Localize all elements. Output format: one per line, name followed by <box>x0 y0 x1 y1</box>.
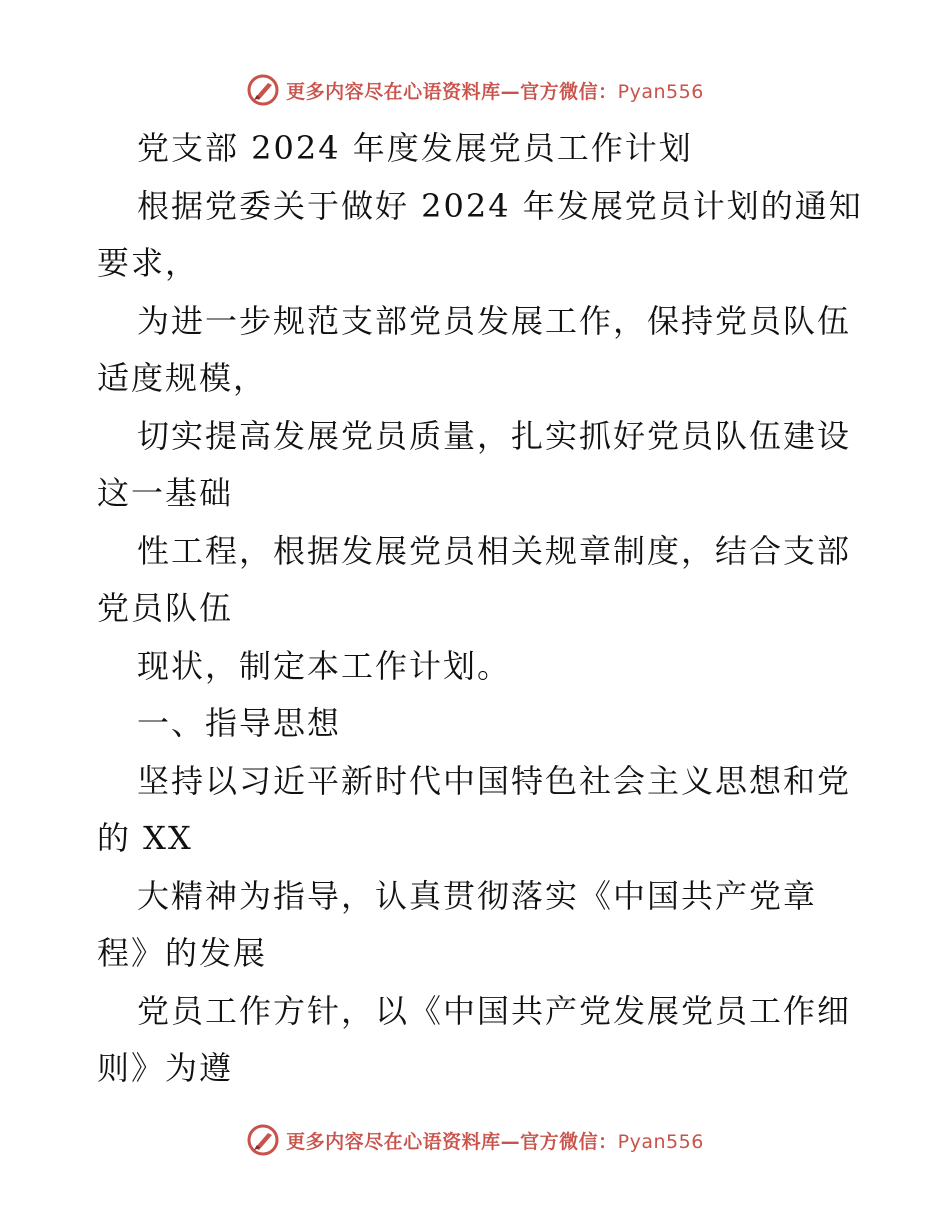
banner-text: 更多内容尽在心语资料库—官方微信：Pyan556 <box>286 1130 704 1153</box>
text-line: 现状，制定本工作计划。 <box>137 646 512 685</box>
text-line: 要求， <box>97 244 200 282</box>
text-line: 切实提高发展党员质量，扎实抓好党员队伍建设 <box>137 416 852 455</box>
wechat-id: Pyan556 <box>617 1130 704 1153</box>
quill-pen-logo-icon <box>246 73 280 107</box>
text-line: 程》的发展 <box>97 934 268 972</box>
text-line: 大精神为指导，认真贯彻落实《中国共产党章 <box>137 876 818 915</box>
text-line: 根据党委关于做好 2024 年发展党员计划的通知 <box>137 186 863 225</box>
text-line: 为进一步规范支部党员发展工作，保持党员队伍 <box>137 301 852 340</box>
document-body <box>97 120 863 1098</box>
banner-text: 更多内容尽在心语资料库—官方微信：Pyan556 <box>286 80 704 103</box>
text-line: 则》为遵 <box>97 1049 234 1087</box>
text-line: 一、指导思想 <box>137 704 342 742</box>
text-line: 这一基础 <box>97 474 234 512</box>
text-line: 适度规模， <box>97 359 268 397</box>
text-line: 党员工作方针，以《中国共产党发展党员工作细 <box>137 991 852 1030</box>
wechat-id: Pyan556 <box>617 80 704 103</box>
footer-banner <box>0 1120 950 1160</box>
header-banner <box>0 70 950 110</box>
text-line: 坚持以习近平新时代中国特色社会主义思想和党 <box>137 761 852 800</box>
text-line: 的 XX <box>97 819 193 857</box>
text-line: 性工程，根据发展党员相关规章制度，结合支部 <box>137 531 852 570</box>
text-line: 党员队伍 <box>97 589 234 627</box>
quill-pen-logo-icon <box>246 1123 280 1157</box>
text-line: 党支部 2024 年度发展党员工作计划 <box>137 129 693 167</box>
